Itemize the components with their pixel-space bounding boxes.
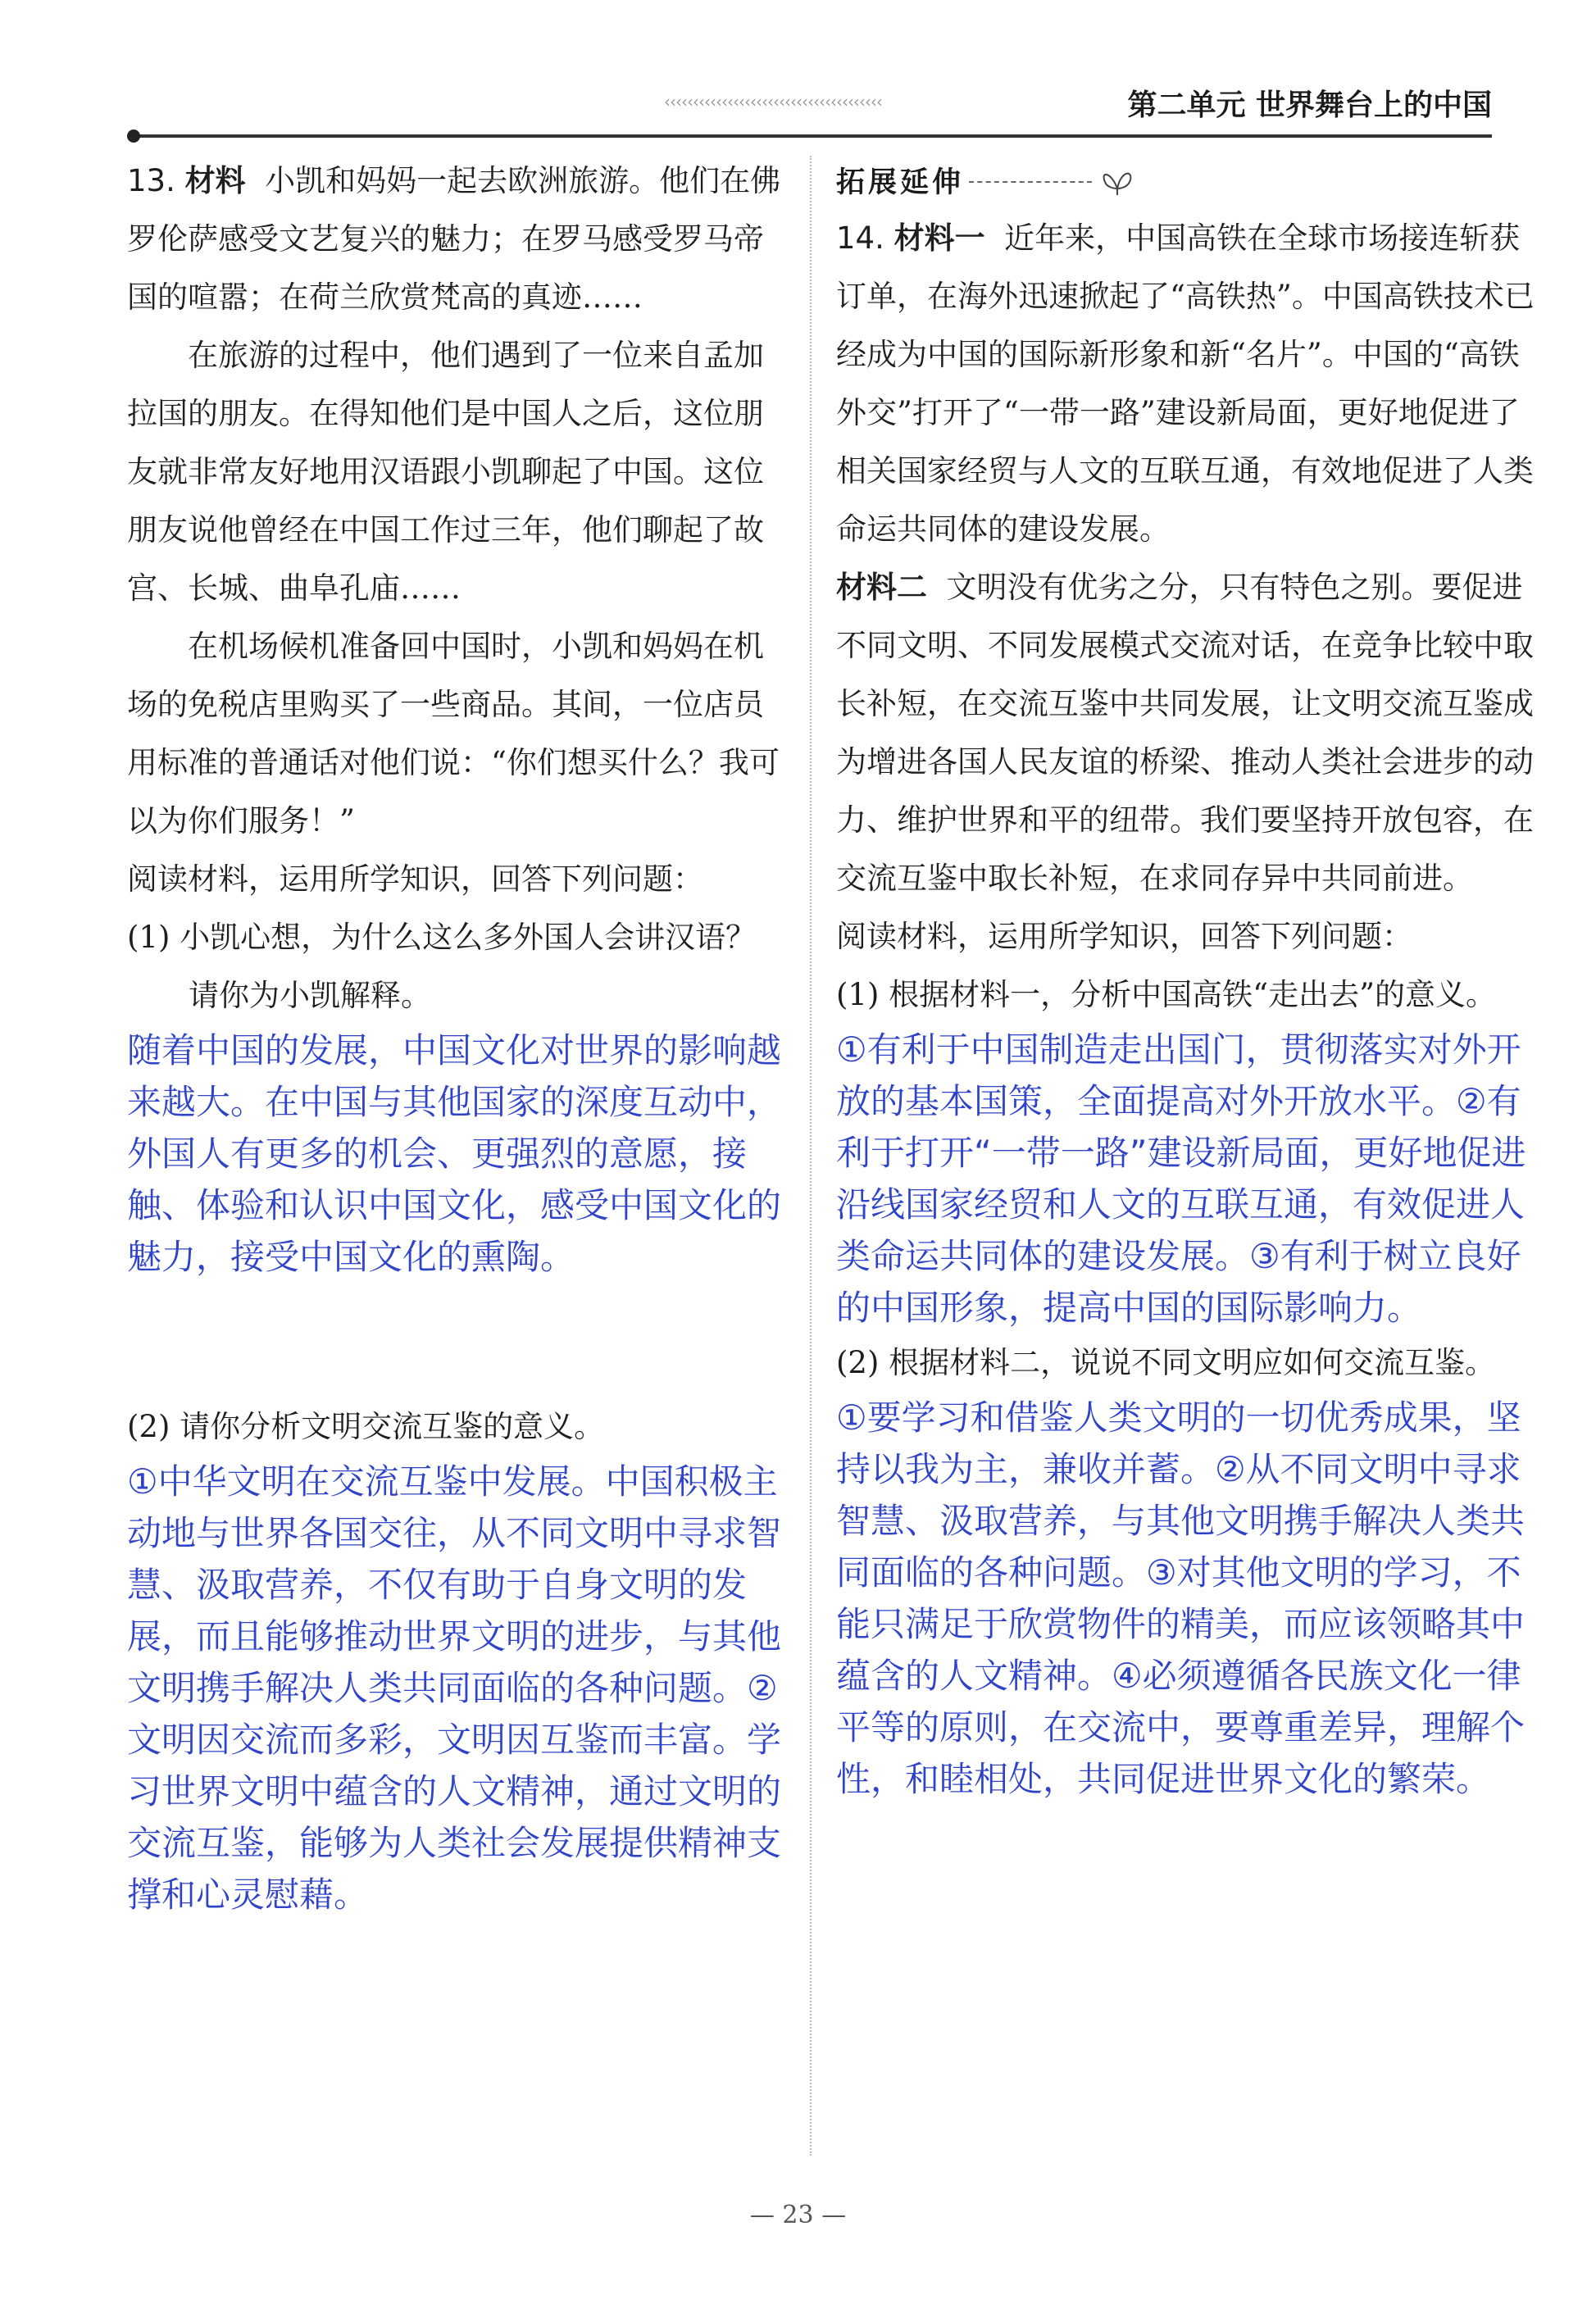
q13-answer-1: 随着中国的发展，中国文化对世界的影响越来越大。在中国与其他国家的深度互动中，外国人有更多的机会、更强烈的意愿，接触、体验和认识中国文化，感受中国文化的魅力，接受中国文化的熏陶。 xyxy=(127,1030,782,1277)
q13-p1-text: 小凯和妈妈一起去欧洲旅游。他们在佛罗伦萨感受文艺复兴的魅力；在罗马感受罗马帝国的喧嚣；在荷兰欣赏梵高的真迹…… xyxy=(127,163,781,315)
page-header xyxy=(127,82,1492,139)
extension-dash xyxy=(969,181,1092,183)
q13-number: 13. xyxy=(127,163,175,198)
q14-material-1-label: 材料一 xyxy=(893,220,985,256)
header-chevrons: ‹‹‹‹‹‹‹‹‹‹‹‹‹‹‹‹‹‹‹‹‹‹‹‹‹‹‹‹‹‹‹‹‹‹‹‹‹‹ xyxy=(664,92,882,111)
q13-material-p1 xyxy=(127,152,783,326)
extension-label: 拓展延伸 xyxy=(836,166,965,199)
header-rule xyxy=(134,134,1492,138)
q14-answer-2: ①要学习和借鉴人类文明的一切优秀成果，坚持以我为主，兼收并蓄。②从不同文明中寻求智慧、汲取营养，与其他文明携手解决人类共同面临的各种问题。③对其他文明的学习，不能只满足于欣赏物件的精美，而应该领略其中蕴含的人文精神。④必须遵循各民族文化一律平等的原则，在交流中，要尊重差异，理解个性，和睦相处，共同促进世界文化的繁荣。 xyxy=(836,1397,1526,1799)
q13-material-p3: 在机场候机准备回中国时，小凯和妈妈在机场的免税店里购买了一些商品。其间，一位店员用标准的普通话对他们说：“你们想买什么？我可以为你们服务！” xyxy=(127,629,780,838)
extension-badge xyxy=(836,152,1541,209)
q13-instruction: 阅读材料，运用所学知识，回答下列问题： xyxy=(127,861,703,897)
q13-material-label: 材料 xyxy=(184,163,246,198)
q14-question-1: (1) 根据材料一，分析中国高铁“走出去”的意义。 xyxy=(836,977,1497,1012)
q14-material-2-label: 材料二 xyxy=(836,570,927,605)
q13-answer-2: ①中华文明在交流互鉴中发展。中国积极主动地与世界各国交往，从不同文明中寻求智慧、汲取营养，不仅有助于自身文明的发展，而且能够推动世界文明的进步，与其他文明携手解决人类共同面临的各种问题。②文明因交流而多彩，文明因互鉴而丰富。学习世界文明中蕴含的人文精神，通过文明的交流互鉴，能够为人类社会发展提供精神支撑和心灵慰藉。 xyxy=(127,1461,782,1915)
q13-question-1: (1) 小凯心想，为什么这么多外国人会讲汉语？请你为小凯解释。 xyxy=(127,920,757,1013)
left-column xyxy=(127,152,783,1920)
q14-material-1 xyxy=(836,209,1541,558)
q14-instruction: 阅读材料，运用所学知识，回答下列问题： xyxy=(836,919,1412,954)
q14-material-2 xyxy=(836,558,1541,907)
q14-number: 14. xyxy=(836,220,884,256)
unit-title: 第二单元 世界舞台上的中国 xyxy=(1127,89,1492,122)
q13-material-p2: 在旅游的过程中，他们遇到了一位来自孟加拉国的朋友。在得知他们是中国人之后，这位朋友就非常友好地用汉语跟小凯聊起了中国。这位朋友说他曾经在中国工作过三年，他们聊起了故宫、长城、曲阜孔庙…… xyxy=(127,338,764,606)
right-column xyxy=(836,152,1541,1805)
q14-m2-text: 文明没有优劣之分，只有特色之别。要促进不同文明、不同发展模式交流对话，在竞争比较中取长补短，在交流互鉴中共同发展，让文明交流互鉴成为增进各国人民友谊的桥梁、推动人类社会进步的动力、维护世界和平的纽带。我们要坚持开放包容，在交流互鉴中取长补短，在求同存异中共同前进。 xyxy=(836,570,1534,896)
q14-answer-1: ①有利于中国制造走出国门，贯彻落实对外开放的基本国策，全面提高对外开放水平。②有利于打开“一带一路”建设新局面，更好地促进沿线国家经贸和人文的互联互通，有效促进人类命运共同体的建设发展。③有利于树立良好的中国形象，提高中国的国际影响力。 xyxy=(836,1029,1526,1328)
column-divider xyxy=(810,156,812,2156)
answer-spacer xyxy=(127,1283,783,1397)
butterfly-icon xyxy=(1097,164,1138,197)
q14-m1-text: 近年来，中国高铁在全球市场接连斩获订单，在海外迅速掀起了“高铁热”。中国高铁技术已经成为中国的国际新形象和新“名片”。中国的“高铁外交”打开了“一带一路”建设新局面，更好地促进了相关国家经贸与人文的互联互通，有效地促进了人类命运共同体的建设发展。 xyxy=(836,220,1535,547)
q13-question-2: (2) 请你分析文明交流互鉴的意义。 xyxy=(127,1409,605,1444)
page-number: — 23 — xyxy=(749,2201,847,2229)
q14-question-2: (2) 根据材料二，说说不同文明应如何交流互鉴。 xyxy=(836,1345,1496,1380)
header-dot xyxy=(127,130,140,143)
